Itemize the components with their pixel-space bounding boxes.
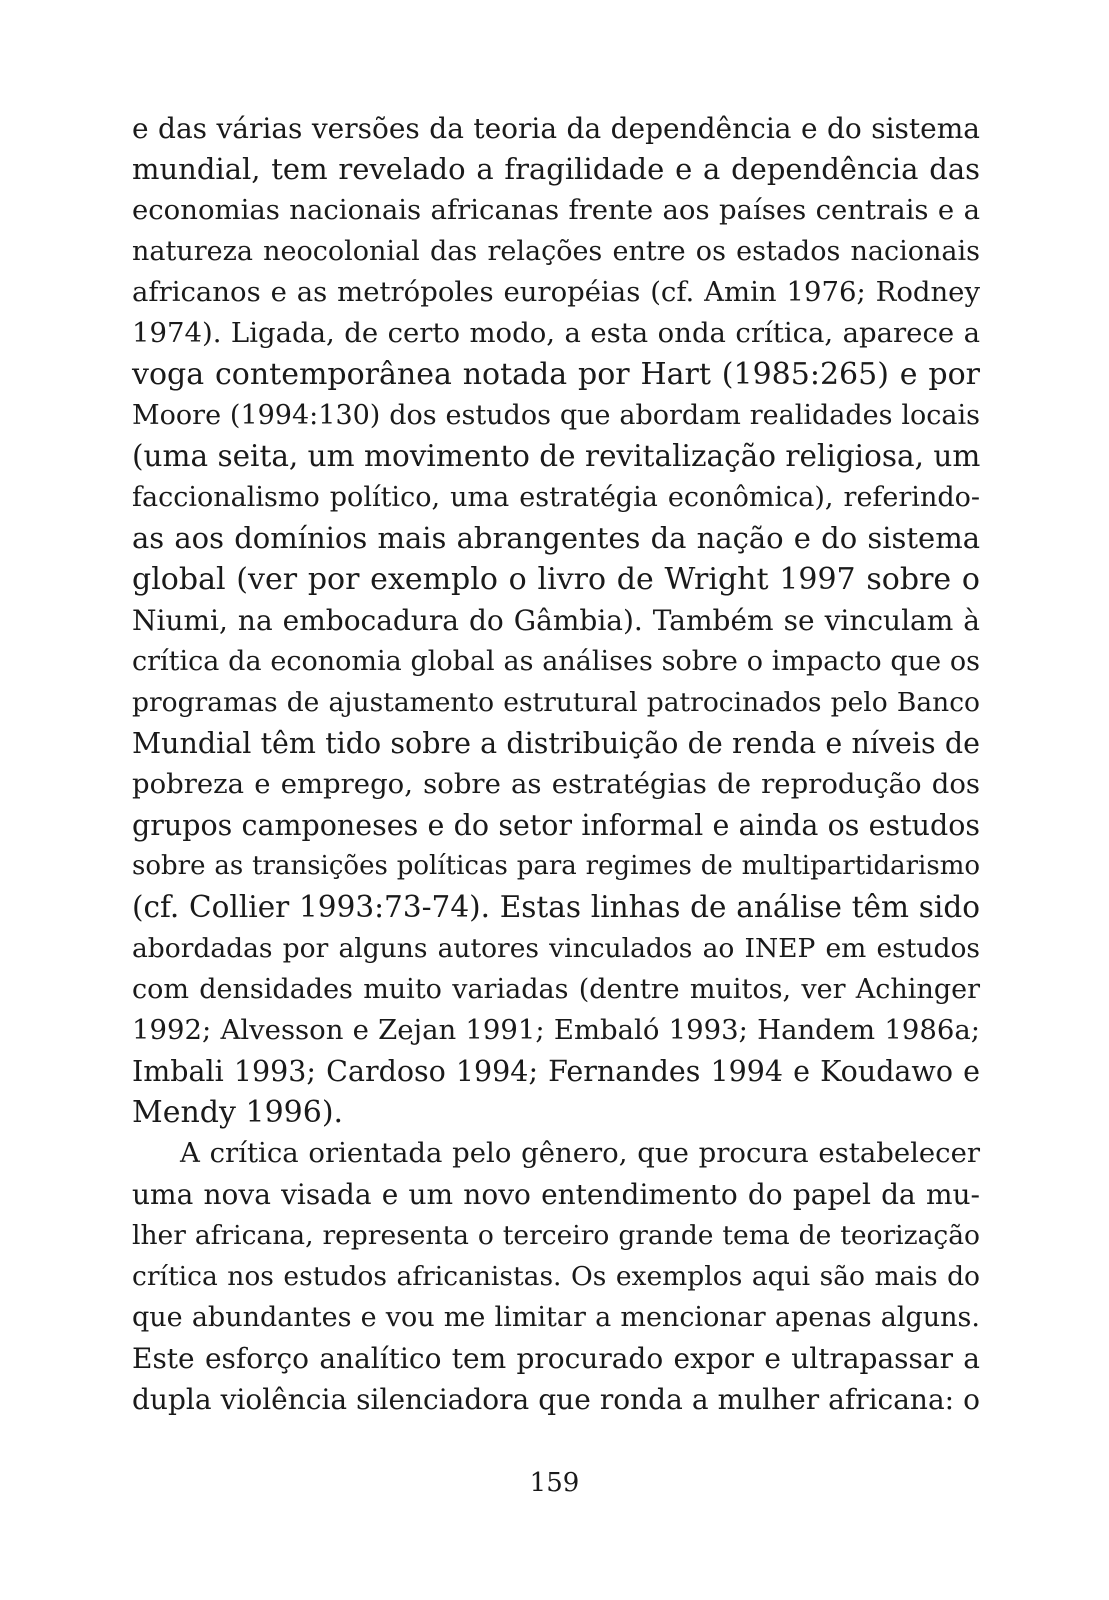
text-line: faccionalismo político, uma estratégia econômica), referindo- — [132, 482, 980, 513]
text-line: Este esforço analítico tem procurado expor e ultrapassar a — [132, 1342, 980, 1375]
text-line: crítica da economia global as análises sobre o impacto que os — [132, 646, 980, 677]
text-line: grupos camponeses e do setor informal e ainda os estudos — [132, 809, 980, 842]
text-line: sobre as transições políticas para regimes de multipartidarismo — [132, 851, 980, 881]
text-line: economias nacionais africanas frente aos países centrais e a — [132, 194, 980, 226]
text-line: com densidades muito variadas (dentre muitos, ver Achinger — [132, 974, 980, 1005]
text-line: Imbali 1993; Cardoso 1994; Fernandes 1994 e Koudawo e — [132, 1055, 980, 1088]
text-line: Moore (1994:130) dos estudos que abordam realidades locais — [132, 400, 980, 431]
text-line: voga contemporânea notada por Hart (1985:265) e por — [132, 357, 980, 392]
text-line: natureza neocolonial das relações entre os estados nacionais — [132, 236, 980, 267]
text-line: (uma seita, um movimento de revitalização religiosa, um — [132, 439, 981, 473]
text-line: uma nova visada e um novo entendimento do papel da mu- — [132, 1178, 980, 1211]
text-line: global (ver por exemplo o livro de Wright 1997 sobre o — [132, 562, 980, 597]
text-line: mundial, tem revelado a fragilidade e a dependência das — [132, 152, 980, 186]
page-number: 159 — [529, 1468, 580, 1498]
text-line: Mundial têm tido sobre a distribuição de renda e níveis de — [132, 727, 980, 760]
text-line: as aos domínios mais abrangentes da nação e do sistema — [132, 521, 980, 555]
text-line: 1974). Ligada, de certo modo, a esta onda crítica, aparece a — [132, 317, 980, 349]
text-line: lher africana, representa o terceiro grande tema de teorização — [132, 1220, 980, 1251]
text-line: abordadas por alguns autores vinculados ao INEP em estudos — [132, 933, 980, 964]
text-line: 1992; Alvesson e Zejan 1991; Embaló 1993; Handem 1986a; — [132, 1014, 980, 1046]
text-line: programas de ajustamento estrutural patrocinados pelo Banco — [132, 687, 980, 718]
text-line: que abundantes e vou me limitar a mencionar apenas alguns. — [132, 1302, 980, 1333]
text-line: africanos e as metrópoles européias (cf. Amin 1976; Rodney — [132, 276, 980, 308]
text-line: dupla violência silenciadora que ronda a mulher africana: o — [132, 1383, 980, 1416]
text-line: A crítica orientada pelo gênero, que procura estabelecer — [180, 1137, 980, 1169]
text-line: (cf. Collier 1993:73-74). Estas linhas de análise têm sido — [132, 890, 980, 924]
paragraph-2 — [132, 1133, 980, 1420]
text-line: e das várias versões da teoria da dependência e do sistema — [132, 112, 980, 145]
text-line: Mendy 1996). — [132, 1095, 344, 1130]
paragraph-1 — [132, 108, 980, 1133]
text-line: pobreza e emprego, sobre as estratégias de reprodução dos — [132, 768, 980, 800]
text-line: crítica nos estudos africanistas. Os exemplos aqui são mais do — [132, 1261, 980, 1292]
body-text — [132, 108, 980, 1420]
text-line: Niumi, na embocadura do Gâmbia). Também se vinculam à — [132, 604, 980, 637]
